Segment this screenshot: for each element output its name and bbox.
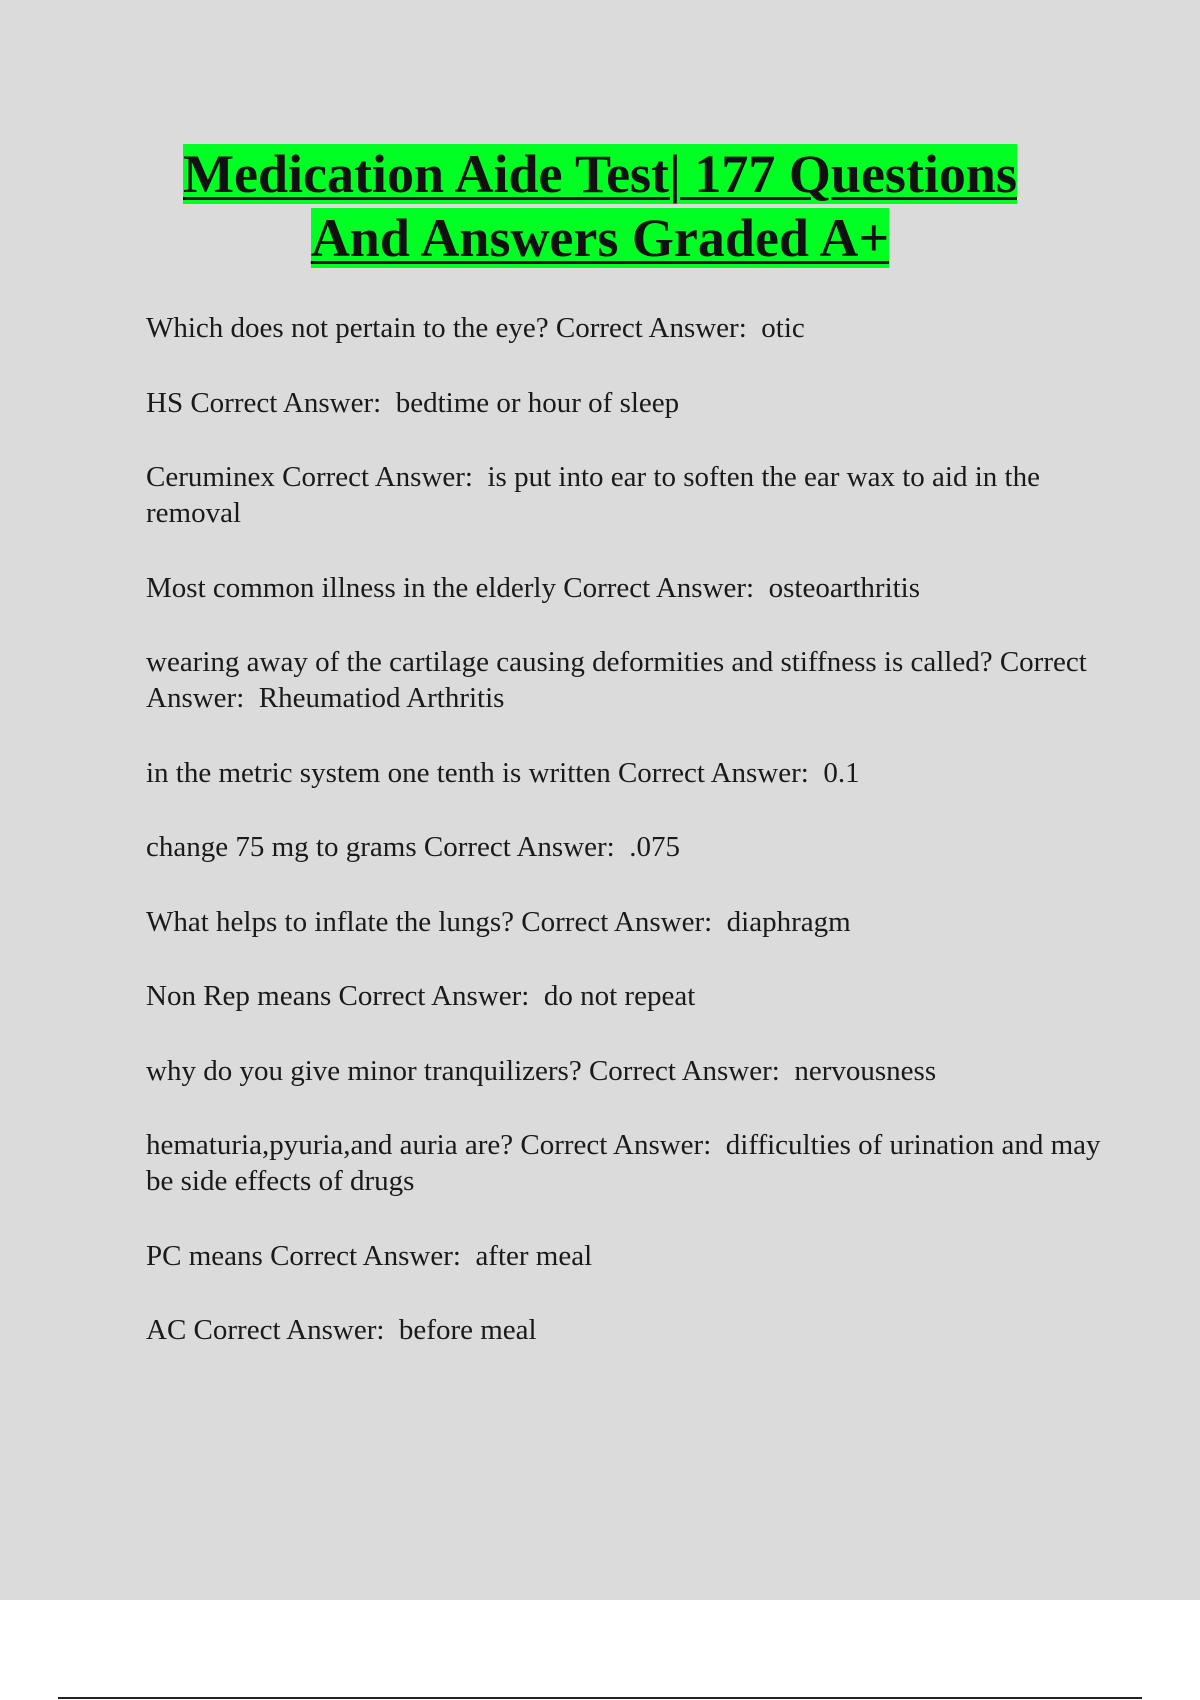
question-text: wearing away of the cartilage causing deformities and stiffness is called? [146, 646, 993, 678]
question-text: change 75 mg to grams [146, 831, 417, 863]
question-text: hematuria,pyuria,and auria are? [146, 1129, 514, 1161]
answer-text: otic [761, 312, 805, 344]
qa-item-9 [146, 978, 1106, 1014]
qa-item-10 [146, 1053, 1106, 1089]
question-text: HS [146, 386, 184, 419]
answer-label: Correct Answer: [520, 1129, 712, 1161]
qa-item-11 [146, 1127, 1106, 1199]
answer-label: Correct Answer: [270, 1239, 461, 1272]
qa-item-3 [146, 459, 1106, 531]
question-text: why do you give minor tranquilizers? [146, 1054, 582, 1087]
question-text: Ceruminex [146, 461, 275, 493]
answer-label: Correct Answer: [521, 905, 713, 938]
answer-label: Correct Answer: [193, 1314, 385, 1346]
qa-item-13 [146, 1312, 1106, 1348]
qa-item-6 [146, 755, 1106, 791]
question-text: AC [146, 1314, 187, 1346]
answer-text: difficulties of urination and may be side effects of drugs [146, 1129, 1108, 1197]
answer-label: Correct Answer: [190, 386, 382, 419]
question-answer-list [146, 310, 1106, 1387]
qa-item-4 [146, 570, 1106, 606]
answer-text: osteoarthritis [768, 571, 921, 604]
answer-text: is put into ear to soften the ear wax to aid in the removal [146, 461, 1048, 529]
answer-label: Correct Answer: [617, 756, 809, 789]
answer-label: Correct Answer: [146, 646, 1093, 714]
answer-label: Correct Answer: [423, 831, 615, 863]
answer-label: Correct Answer: [588, 1054, 780, 1087]
footer-divider [58, 1697, 1142, 1699]
question-text: What helps to inflate the lungs? [146, 905, 515, 938]
answer-label: Correct Answer: [338, 980, 530, 1012]
answer-text: 0.1 [823, 756, 860, 789]
answer-text: diaphragm [726, 905, 851, 938]
answer-text: nervousness [794, 1054, 937, 1087]
qa-item-5 [146, 644, 1106, 716]
question-text: Most common illness in the elderly [146, 571, 556, 604]
qa-item-8 [146, 904, 1106, 940]
question-text: in the metric system one tenth is written [146, 756, 611, 789]
answer-label: Correct Answer: [555, 312, 747, 344]
answer-label: Correct Answer: [282, 461, 473, 493]
qa-item-2 [146, 385, 1106, 421]
document-title [0, 142, 1200, 270]
qa-item-1 [146, 310, 1106, 346]
answer-label: Correct Answer: [563, 571, 755, 604]
answer-text: do not repeat [543, 980, 696, 1012]
question-text: Non Rep means [146, 980, 332, 1012]
answer-text: after meal [475, 1239, 593, 1272]
qa-item-7 [146, 829, 1106, 865]
answer-text: Rheumatiod Arthritis [258, 682, 505, 714]
title-line-2: And Answers Graded A+ [310, 208, 890, 268]
question-text: Which does not pertain to the eye? [146, 312, 549, 344]
answer-text: bedtime or hour of sleep [395, 386, 680, 419]
answer-text: .075 [629, 831, 680, 863]
qa-item-12 [146, 1238, 1106, 1274]
question-text: PC means [146, 1239, 263, 1272]
answer-text: before meal [398, 1314, 537, 1346]
title-line-1: Medication Aide Test| 177 Questions [183, 144, 1017, 204]
